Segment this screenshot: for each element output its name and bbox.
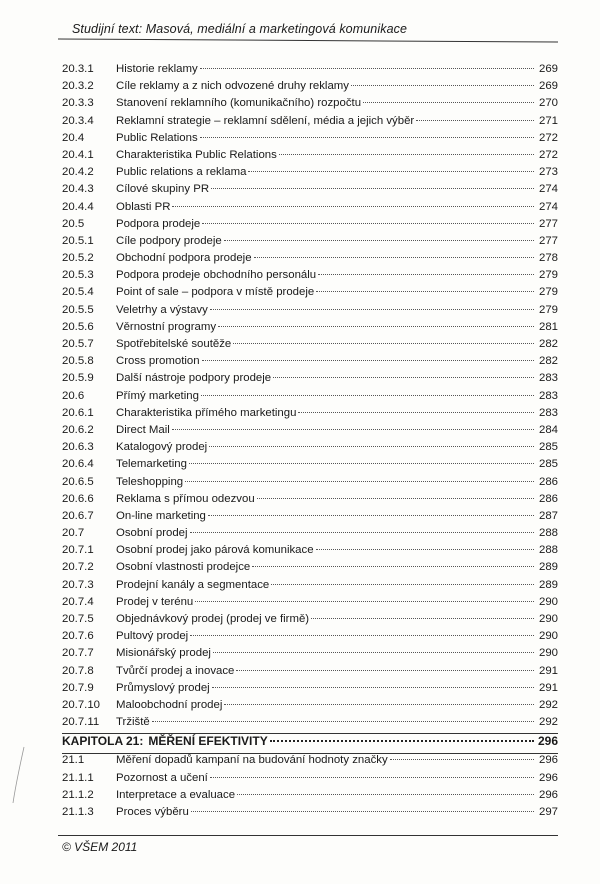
- toc-entry-title: Tvůrčí prodej a inovace: [116, 664, 235, 677]
- toc-row: [62, 269, 558, 286]
- toc-entry-title: Pozornost a učení: [116, 771, 208, 784]
- toc-row: [62, 716, 558, 733]
- toc-entry-number: 20.7.5: [62, 613, 94, 625]
- toc-row: [62, 424, 558, 441]
- toc-row: [62, 338, 558, 355]
- toc-entry-page: 291: [538, 664, 558, 677]
- toc-entry-title: Cílové skupiny PR: [116, 183, 210, 196]
- dot-leader: [202, 223, 534, 224]
- toc-entry-title: Oblasti PR: [116, 200, 171, 213]
- toc-row: [62, 304, 558, 321]
- toc-row: [62, 80, 558, 97]
- toc-entry-title: Tržiště: [116, 716, 150, 729]
- toc-entry-number: 20.6.2: [62, 423, 94, 436]
- toc-entry-title: Charakteristika Public Relations: [116, 148, 277, 161]
- toc-entry-page: 283: [538, 389, 558, 402]
- dot-leader: [318, 274, 534, 275]
- dot-leader: [190, 635, 534, 636]
- toc-entry-number: 20.5.8: [62, 355, 94, 368]
- toc-entry-title: On-line marketing: [116, 509, 206, 522]
- dot-leader: [248, 171, 534, 172]
- toc-entry-title: Věrnostní programy: [116, 320, 217, 333]
- toc-row: [62, 97, 558, 114]
- toc-entry-title: Objednávkový prodej (prodej ve firmě): [116, 613, 310, 625]
- toc-entry-page: 287: [538, 509, 558, 522]
- toc-row: [62, 647, 558, 664]
- dot-leader: [236, 670, 534, 671]
- header-rule: [58, 38, 558, 42]
- toc-entry-number: 20.3.2: [62, 80, 94, 93]
- toc-row: [62, 390, 558, 407]
- toc-entry-title: Cíle reklamy a z nich odvozené druhy reklamy: [116, 80, 349, 93]
- toc-entry-title: Katalogový prodej: [116, 441, 208, 454]
- toc-entry-title: Maloobchodní prodej: [116, 698, 223, 711]
- toc-row: [62, 149, 558, 166]
- toc-entry-number: 20.5.5: [62, 303, 94, 316]
- chapter-rule-bottom: [62, 753, 558, 754]
- dot-leader: [270, 740, 534, 742]
- toc-entry-title: Obchodní podpora prodeje: [116, 252, 252, 265]
- dot-leader: [316, 549, 534, 550]
- toc-entry-title: Přímý marketing: [116, 389, 199, 402]
- footer-copyright: © VŠEM 2011: [62, 840, 138, 854]
- toc-entry-page: 290: [538, 595, 558, 608]
- toc-entry-page: 290: [538, 630, 558, 643]
- dot-leader: [190, 532, 534, 533]
- margin-pencil-mark: [10, 745, 28, 805]
- toc-entry-page: 269: [538, 80, 558, 93]
- toc-chapter-row: [62, 734, 558, 753]
- toc-entry-page: 282: [538, 355, 558, 368]
- dot-leader: [218, 326, 534, 327]
- dot-leader: [273, 377, 534, 378]
- toc-entry-number: 20.6.7: [62, 509, 94, 522]
- toc-row: [62, 476, 558, 493]
- toc-entry-page: 288: [538, 544, 558, 557]
- toc-entry-title: Teleshopping: [116, 475, 184, 488]
- toc-entry-page: 277: [538, 234, 558, 247]
- dot-leader: [201, 395, 534, 396]
- toc-entry-page: 297: [538, 805, 558, 818]
- toc-entry-page: 285: [538, 441, 558, 454]
- toc-entry-number: 20.4.2: [62, 166, 94, 179]
- toc-entry-number: 20.7.10: [62, 698, 101, 711]
- toc-entry-page: 279: [538, 303, 558, 316]
- dot-leader: [416, 120, 534, 121]
- dot-leader: [210, 777, 534, 778]
- toc-entry-page: 274: [538, 200, 558, 213]
- toc-row: [62, 613, 558, 630]
- toc-entry-number: 20.4: [62, 131, 85, 144]
- toc-entry-title: Osobní vlastnosti prodejce: [116, 561, 251, 574]
- toc-row: [62, 579, 558, 596]
- dot-leader: [189, 463, 534, 464]
- toc-row: [62, 115, 558, 132]
- toc-entry-page: 288: [538, 527, 558, 540]
- dot-leader: [316, 291, 534, 292]
- toc-entry-page: 292: [538, 698, 558, 711]
- toc-entry-title: Point of sale – podpora v místě prodeje: [116, 286, 315, 299]
- toc-entry-page: 283: [538, 372, 558, 385]
- toc-entry-title: Misionářský prodej: [116, 647, 211, 660]
- toc-row: [62, 166, 558, 183]
- dot-leader: [363, 102, 534, 103]
- toc-entry-number: 20.6: [62, 389, 85, 402]
- toc-entry-number: 20.6.5: [62, 475, 94, 488]
- toc-entry-number: 20.5.1: [62, 234, 94, 247]
- dot-leader: [210, 309, 534, 310]
- dot-leader: [191, 811, 534, 812]
- toc-entry-page: 273: [538, 166, 558, 179]
- toc-entry-number: 20.6.4: [62, 458, 94, 471]
- toc-entry-number: 20.3.4: [62, 114, 94, 127]
- toc-row: [62, 252, 558, 269]
- dot-leader: [252, 566, 534, 567]
- toc-row: [62, 201, 558, 218]
- toc-entry-title: Charakteristika přímého marketingu: [116, 406, 297, 419]
- toc-entry-title: Osobní prodej: [116, 527, 188, 540]
- toc-entry-number: 20.7.1: [62, 544, 94, 557]
- toc-entry-page: 272: [538, 148, 558, 161]
- toc-entry-number: 20.5.6: [62, 320, 94, 333]
- toc-entry-title: Historie reklamy: [116, 63, 198, 75]
- toc-entry-title: Direct Mail: [116, 423, 170, 436]
- toc-row: [62, 630, 558, 647]
- toc-entry-number: 20.7.8: [62, 664, 94, 677]
- toc-entry-title: Reklama s přímou odezvou: [116, 492, 255, 505]
- toc-entry-number: 21.1: [62, 754, 85, 767]
- toc-row: [62, 372, 558, 389]
- dot-leader: [172, 429, 534, 430]
- toc-entry-page: 270: [538, 97, 558, 110]
- toc-row: [62, 699, 558, 716]
- toc-entry-title: Cross promotion: [116, 355, 200, 368]
- toc-entry-number: 20.7: [62, 527, 85, 540]
- toc-entry-number: 20.7.6: [62, 630, 94, 643]
- dot-leader: [213, 652, 534, 653]
- toc-entry-title: Pultový prodej: [116, 630, 189, 643]
- toc-entry-number: 21.1.2: [62, 788, 94, 801]
- toc-entry-title: Public relations a reklama: [116, 166, 247, 179]
- toc-entry-title: Reklamní strategie – reklamní sdělení, média a jejich výběr: [116, 114, 415, 127]
- toc-entry-title: Osobní prodej jako párová komunikace: [116, 544, 314, 557]
- toc-entry-number: 20.7.2: [62, 561, 94, 574]
- toc-entry-number: 20.3.3: [62, 97, 94, 110]
- toc-entry-number: 20.6.1: [62, 406, 94, 419]
- toc-entry-title: Public Relations: [116, 131, 198, 144]
- dot-leader: [209, 446, 534, 447]
- toc-entry-page: 272: [538, 131, 558, 144]
- dot-leader: [311, 618, 534, 619]
- toc-entry-page: 286: [538, 475, 558, 488]
- toc-entry-number: 20.5.7: [62, 338, 94, 350]
- toc-entry-title: Měření dopadů kampaní na budování hodnoty značky: [116, 754, 388, 767]
- toc-entry-number: 20.7.9: [62, 681, 94, 694]
- dot-leader: [195, 601, 534, 602]
- dot-leader: [212, 687, 534, 688]
- dot-leader: [233, 343, 534, 344]
- toc-entry-number: 20.5.2: [62, 252, 94, 265]
- toc-entry-title: Cíle podpory prodeje: [116, 234, 222, 247]
- toc-entry-page: 296: [537, 734, 558, 749]
- toc-entry-page: 286: [538, 492, 558, 505]
- dot-leader: [271, 584, 534, 585]
- dot-leader: [237, 794, 534, 795]
- toc-row: [62, 493, 558, 510]
- toc-entry-page: 290: [538, 613, 558, 625]
- toc-entry-title: Interpretace a evaluace: [116, 788, 236, 801]
- toc-row: [62, 63, 558, 80]
- toc-entry-title: Podpora prodeje: [116, 217, 201, 230]
- toc-entry-title: Veletrhy a výstavy: [116, 303, 208, 316]
- toc-entry-page: 285: [538, 458, 558, 471]
- toc-entry-number: 20.6.6: [62, 492, 94, 505]
- toc-row: [62, 544, 558, 561]
- dot-leader: [172, 206, 534, 207]
- toc-entry-title: Stanovení reklamního (komunikačního) rozpočtu: [116, 97, 362, 110]
- toc-entry-page: 289: [538, 578, 558, 591]
- toc-entry-page: 289: [538, 561, 558, 574]
- dot-leader: [254, 257, 534, 258]
- toc-entry-title: Spotřebitelské soutěže: [116, 338, 232, 350]
- toc-entry-page: 269: [538, 63, 558, 75]
- dot-leader: [200, 68, 534, 69]
- dot-leader: [208, 515, 534, 516]
- toc-row: [62, 772, 558, 789]
- dot-leader: [211, 188, 534, 189]
- toc-entry-number: 20.7.11: [62, 716, 100, 729]
- toc-entry-title: Proces výběru: [116, 805, 189, 818]
- dot-leader: [224, 240, 534, 241]
- toc-entry-number: 21.1.1: [62, 771, 94, 784]
- toc-entry-number: 20.5: [62, 217, 85, 230]
- table-of-contents: [62, 63, 558, 823]
- toc-entry-number: 20.7.3: [62, 578, 94, 591]
- toc-row: [62, 527, 558, 544]
- toc-entry-number: 20.5.9: [62, 372, 94, 385]
- toc-entry-number: 20.6.3: [62, 441, 94, 454]
- toc-entry-title: Podpora prodeje obchodního personálu: [116, 269, 317, 282]
- toc-entry-title: Prodej v terénu: [116, 595, 194, 608]
- dot-leader: [257, 498, 534, 499]
- toc-row: [62, 561, 558, 578]
- toc-entry-number: 20.7.7: [62, 647, 94, 660]
- toc-entry-number: KAPITOLA 21:: [62, 734, 144, 749]
- toc-row: [62, 510, 558, 527]
- dot-leader: [185, 481, 534, 482]
- toc-row: [62, 355, 558, 372]
- toc-row: [62, 441, 558, 458]
- toc-row: [62, 235, 558, 252]
- toc-entry-title: Další nástroje podpory prodeje: [116, 372, 272, 385]
- chapter-rule-top: [62, 733, 558, 734]
- toc-entry-page: 271: [538, 114, 558, 127]
- toc-entry-page: 296: [538, 754, 558, 767]
- toc-entry-page: 279: [538, 269, 558, 282]
- toc-row: [62, 806, 558, 823]
- toc-row: [62, 789, 558, 806]
- toc-entry-title: Prodejní kanály a segmentace: [116, 578, 270, 591]
- toc-entry-page: 292: [538, 716, 558, 729]
- toc-entry-page: 284: [538, 423, 558, 436]
- toc-row: [62, 665, 558, 682]
- toc-entry-number: 20.4.4: [62, 200, 94, 213]
- toc-row: [62, 286, 558, 303]
- dot-leader: [390, 759, 534, 760]
- toc-entry-title: MĚŘENÍ EFEKTIVITY: [148, 734, 268, 749]
- toc-entry-page: 278: [538, 252, 558, 265]
- dot-leader: [279, 154, 534, 155]
- toc-row: [62, 321, 558, 338]
- toc-entry-title: Průmyslový prodej: [116, 681, 210, 694]
- dot-leader: [224, 704, 534, 705]
- toc-row: [62, 132, 558, 149]
- dot-leader: [152, 721, 534, 722]
- toc-entry-page: 296: [538, 788, 558, 801]
- toc-entry-page: 274: [538, 183, 558, 196]
- toc-row: [62, 458, 558, 475]
- toc-entry-page: 283: [538, 406, 558, 419]
- toc-entry-page: 290: [538, 647, 558, 660]
- toc-entry-number: 20.5.4: [62, 286, 94, 299]
- running-header: Studijní text: Masová, mediální a marketingová komunikace: [72, 22, 408, 36]
- dot-leader: [298, 412, 534, 413]
- dot-leader: [351, 85, 534, 86]
- dot-leader: [202, 360, 534, 361]
- toc-entry-page: 279: [538, 286, 558, 299]
- toc-entry-number: 21.1.3: [62, 805, 94, 818]
- toc-row: [62, 183, 558, 200]
- toc-row: [62, 682, 558, 699]
- footer-rule: [58, 835, 558, 836]
- toc-entry-number: 20.5.3: [62, 269, 94, 282]
- toc-entry-page: 281: [538, 320, 558, 333]
- toc-entry-page: 291: [538, 681, 558, 694]
- dot-leader: [200, 137, 534, 138]
- toc-entry-page: 282: [538, 338, 558, 350]
- toc-entry-number: 20.4.1: [62, 148, 94, 161]
- toc-entry-number: 20.4.3: [62, 183, 94, 196]
- toc-entry-title: Telemarketing: [116, 458, 187, 471]
- toc-entry-number: 20.7.4: [62, 595, 94, 608]
- toc-row: [62, 754, 558, 771]
- toc-entry-page: 277: [538, 217, 558, 230]
- toc-row: [62, 596, 558, 613]
- toc-entry-page: 296: [538, 771, 558, 784]
- toc-entry-number: 20.3.1: [62, 63, 94, 75]
- toc-row: [62, 407, 558, 424]
- toc-row: [62, 218, 558, 235]
